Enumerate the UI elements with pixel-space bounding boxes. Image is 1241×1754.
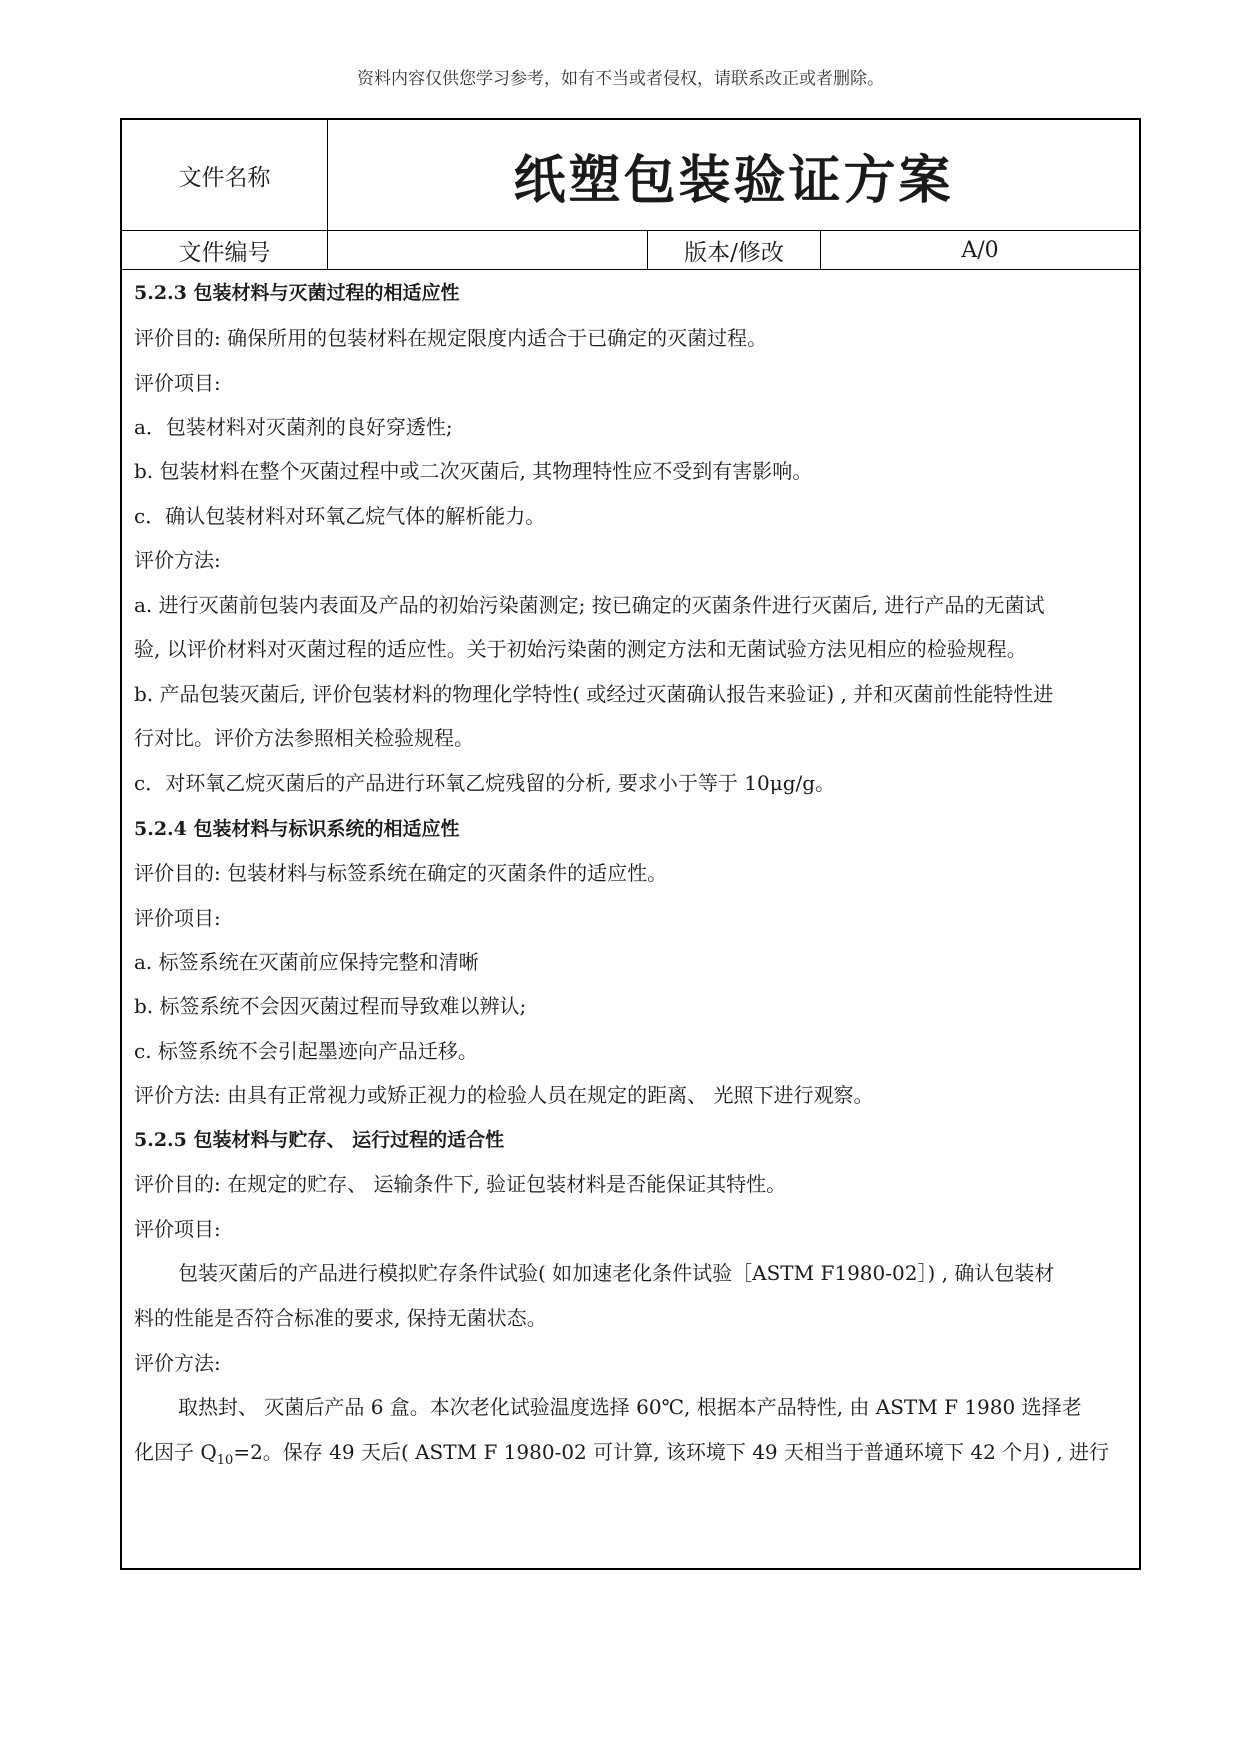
paragraph-line: 行对比。评价方法参照相关检验规程。 [134,726,474,750]
paragraph-line [134,1439,1131,1474]
paragraph-line: 料的性能是否符合标准的要求, 保持无菌状态。 [134,1306,547,1330]
paragraph-line: 验, 以评价材料对灭菌过程的适应性。关于初始污染菌的测定方法和无菌试验方法见相应的检验规程。 [134,637,1027,661]
paragraph-line: b. 产品包装灭菌后, 评价包装材料的物理化学特性( 或经过灭菌确认报告来验证) , 并和灭菌前性能特性进 [134,682,1054,706]
paragraph-line: c. 标签系统不会引起墨迹向产品迁移。 [134,1039,478,1063]
paragraph-line: a. 标签系统在灭菌前应保持完整和清晰 [134,950,479,974]
section-heading-5-2-5: 5.2.5 包装材料与贮存、 运行过程的适合性 [134,1129,505,1151]
paragraph-line: a. 进行灭菌前包装内表面及产品的初始污染菌测定; 按已确定的灭菌条件进行灭菌后, 进行产品的无菌试 [134,593,1045,617]
paragraph-line: 评价项目: [134,371,221,395]
paragraph-line: b. 标签系统不会因灭菌过程而导致难以辨认; [134,994,527,1018]
paragraph-line: 评价目的: 确保所用的包装材料在规定限度内适合于已确定的灭菌过程。 [134,326,768,350]
paragraph-line: 评价目的: 包装材料与标签系统在确定的灭菌条件的适应性。 [134,861,668,885]
document-frame [120,118,1141,1570]
disclaimer-notice: 资料内容仅供您学习参考，如有不当或者侵权，请联系改正或者删除。 [357,69,884,89]
paragraph-line: 包装灭菌后的产品进行模拟贮存条件试验( 如加速老化条件试验［ASTM F1980-02］) , 确认包装材 [178,1261,1055,1285]
paragraph-line: 评价方法: 由具有正常视力或矫正视力的检验人员在规定的距离、 光照下进行观察。 [134,1083,874,1107]
paragraph-line: c．确认包装材料对环氧乙烷气体的解析能力。 [134,504,546,528]
section-heading-5-2-3: 5.2.3 包装材料与灭菌过程的相适应性 [134,282,460,304]
paragraph-line: b. 包装材料在整个灭菌过程中或二次灭菌后, 其物理特性应不受到有害影响。 [134,459,813,483]
paragraph-line: a．包装材料对灭菌剂的良好穿透性; [134,415,453,439]
text-fragment: 化因子 Q [134,1440,217,1464]
subscript: 10 [216,1453,234,1468]
paragraph-line: 评价项目: [134,1217,221,1241]
header-row-meta [122,231,1139,270]
paragraph-line: c．对环氧乙烷灭菌后的产品进行环氧乙烷残留的分析, 要求小于等于 10μg/g。 [134,771,836,795]
version-label: 版本/修改 [648,231,821,269]
paragraph-line: 取热封、 灭菌后产品 6 盒。本次老化试验温度选择 60℃, 根据本产品特性, 由 ASTM F 1980 选择老 [178,1395,1082,1419]
paragraph-line: 评价方法: [134,1351,221,1375]
file-code-label: 文件编号 [122,231,328,269]
text-fragment: =2。保存 49 天后( ASTM F 1980-02 可计算, 该环境下 49 天相当于普通环境下 42 个月) , 进行 [233,1440,1110,1464]
paragraph-line: 评价方法: [134,548,221,572]
header-row-title [122,120,1139,231]
paragraph-line: 评价目的: 在规定的贮存、 运输条件下, 验证包装材料是否能保证其特性。 [134,1172,787,1196]
section-heading-5-2-4: 5.2.4 包装材料与标识系统的相适应性 [134,818,460,840]
version-value: A/0 [961,237,999,263]
document-title: 纸塑包装验证方案 [513,149,954,211]
file-name-label: 文件名称 [122,120,328,230]
file-code-value [328,231,648,269]
paragraph-line: 评价项目: [134,906,221,930]
